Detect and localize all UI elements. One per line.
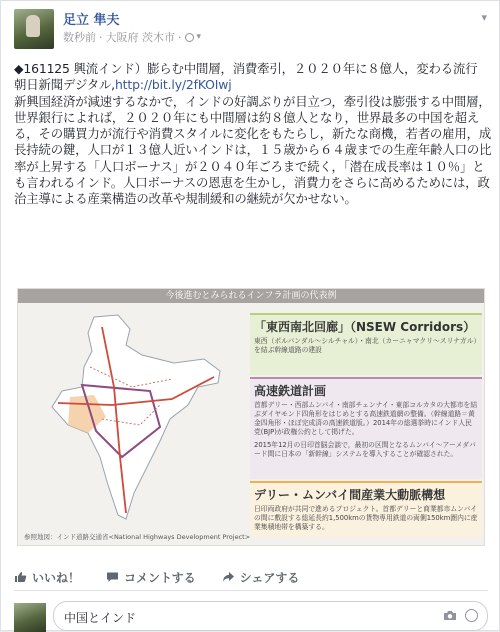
corridor-panel: [250, 481, 482, 537]
source-name: 朝日新聞デジタル,: [14, 77, 115, 93]
like-button[interactable]: [14, 566, 80, 588]
corridor-heading: デリー・ムンバイ間産業大動脈構想: [254, 488, 446, 502]
comment-label: コメントする: [124, 570, 196, 585]
post-paragraph: 新興国経済が減速するなかで，インドの好調ぶりが目立つ，牽引役は膨張する中間層，世界銀行によれば，２０２０年にも中間層は約８億人となり，世界最多の中国を超える，その購買力が流行や消費スタイルに変化をもたらし，新たな商機，若者の雇用，成長持続の鍵，人口が１３億人近いインドは，１５歳から６４歳までの生産年齢人口の比率が上昇する「人口ボーナス」が２０４０年ごろまで続く，「潜在成長率は１０％」とも言われるインド。人口ボーナスの恩恵を生かし，消費力をさらに高めるためには，政治主導による産業構造の改革や規制緩和の継続が欠かせない。: [14, 93, 492, 207]
author-avatar[interactable]: [14, 9, 54, 49]
meta-separator-2: ·: [178, 30, 182, 44]
post-time[interactable]: 数秒前: [63, 31, 96, 44]
rail-text-2: 2015年12月の日印首脳会談で，最初の区間となるムンバイ～アーメダバード間に日本の「新幹線」システムを導入することが確認された。: [254, 441, 476, 458]
chevron-down-icon[interactable]: ▾: [481, 11, 487, 24]
image-source: 参照地図：インド道路交通省<National Highways Development Project>: [24, 533, 251, 541]
india-map: [22, 307, 248, 525]
comment-button[interactable]: [106, 566, 196, 588]
post-location[interactable]: 大阪府 茨木市: [105, 31, 175, 44]
image-title: 今後進むとみられるインフラ計画の代表例: [18, 289, 484, 303]
share-button[interactable]: [222, 566, 300, 588]
globe-icon: [185, 33, 194, 42]
post-body: [14, 61, 492, 208]
meta-separator: ·: [99, 30, 103, 44]
like-label: いいね！: [32, 570, 81, 585]
comment-icon: [106, 571, 119, 583]
rail-text-1: 首都デリー・西部ムンバイ・南部チェンナイ・東部コルカタの大都市を結ぶダイヤモンド四角形をはじめとする高速鉄道網の整備。（幹線道路＝黄金四角形・ほぼ完成済の高速鉄道版。）2014年の総選挙時にインド人民党(BJP)が政権公約として掲げた。: [254, 401, 478, 436]
emoji-icon[interactable]: [465, 609, 478, 622]
nsew-text: 東西（ポルバンダル～シルチャル）・南北（カーニャマクリ～スリナガル）を結ぶ幹線道路の建設: [254, 337, 477, 354]
actions-divider: [14, 590, 488, 591]
nsew-panel: [250, 313, 482, 375]
source-link[interactable]: http://bit.ly/2fKOIwj: [114, 77, 232, 93]
rail-heading: 高速鉄道計画: [254, 384, 327, 398]
post-source-line: [14, 77, 492, 93]
post-headline: ◆161125 興流インド）膨らむ中間層，消費牽引，２０２０年に８億人，変わる流行: [14, 61, 478, 76]
corridor-text: 日印両政府が共同で進めるプロジェクト。首都デリーと商業都市ムンバイの間に敷設する総延長約1,500kmの貨物専用鉄道の両側150km圏内に産業集積地帯を構築する。: [254, 505, 478, 531]
share-icon: [222, 571, 235, 583]
comment-input[interactable]: [53, 601, 488, 631]
commenter-avatar: [14, 603, 46, 632]
thumbs-up-icon: [14, 571, 27, 583]
nsew-heading: 「東西南北回廊」（NSEW Corridors）: [254, 320, 476, 334]
rail-panel: [250, 377, 482, 479]
post-actions: [14, 566, 488, 588]
post-image[interactable]: [17, 288, 485, 546]
camera-icon[interactable]: [443, 610, 457, 621]
author-name[interactable]: 足立 隼夫: [63, 13, 120, 28]
privacy-chevron-icon[interactable]: ▾: [196, 32, 202, 42]
post-meta: [63, 29, 201, 45]
comment-input-text: 中国とインド: [64, 611, 137, 625]
share-label: シェアする: [239, 570, 300, 585]
